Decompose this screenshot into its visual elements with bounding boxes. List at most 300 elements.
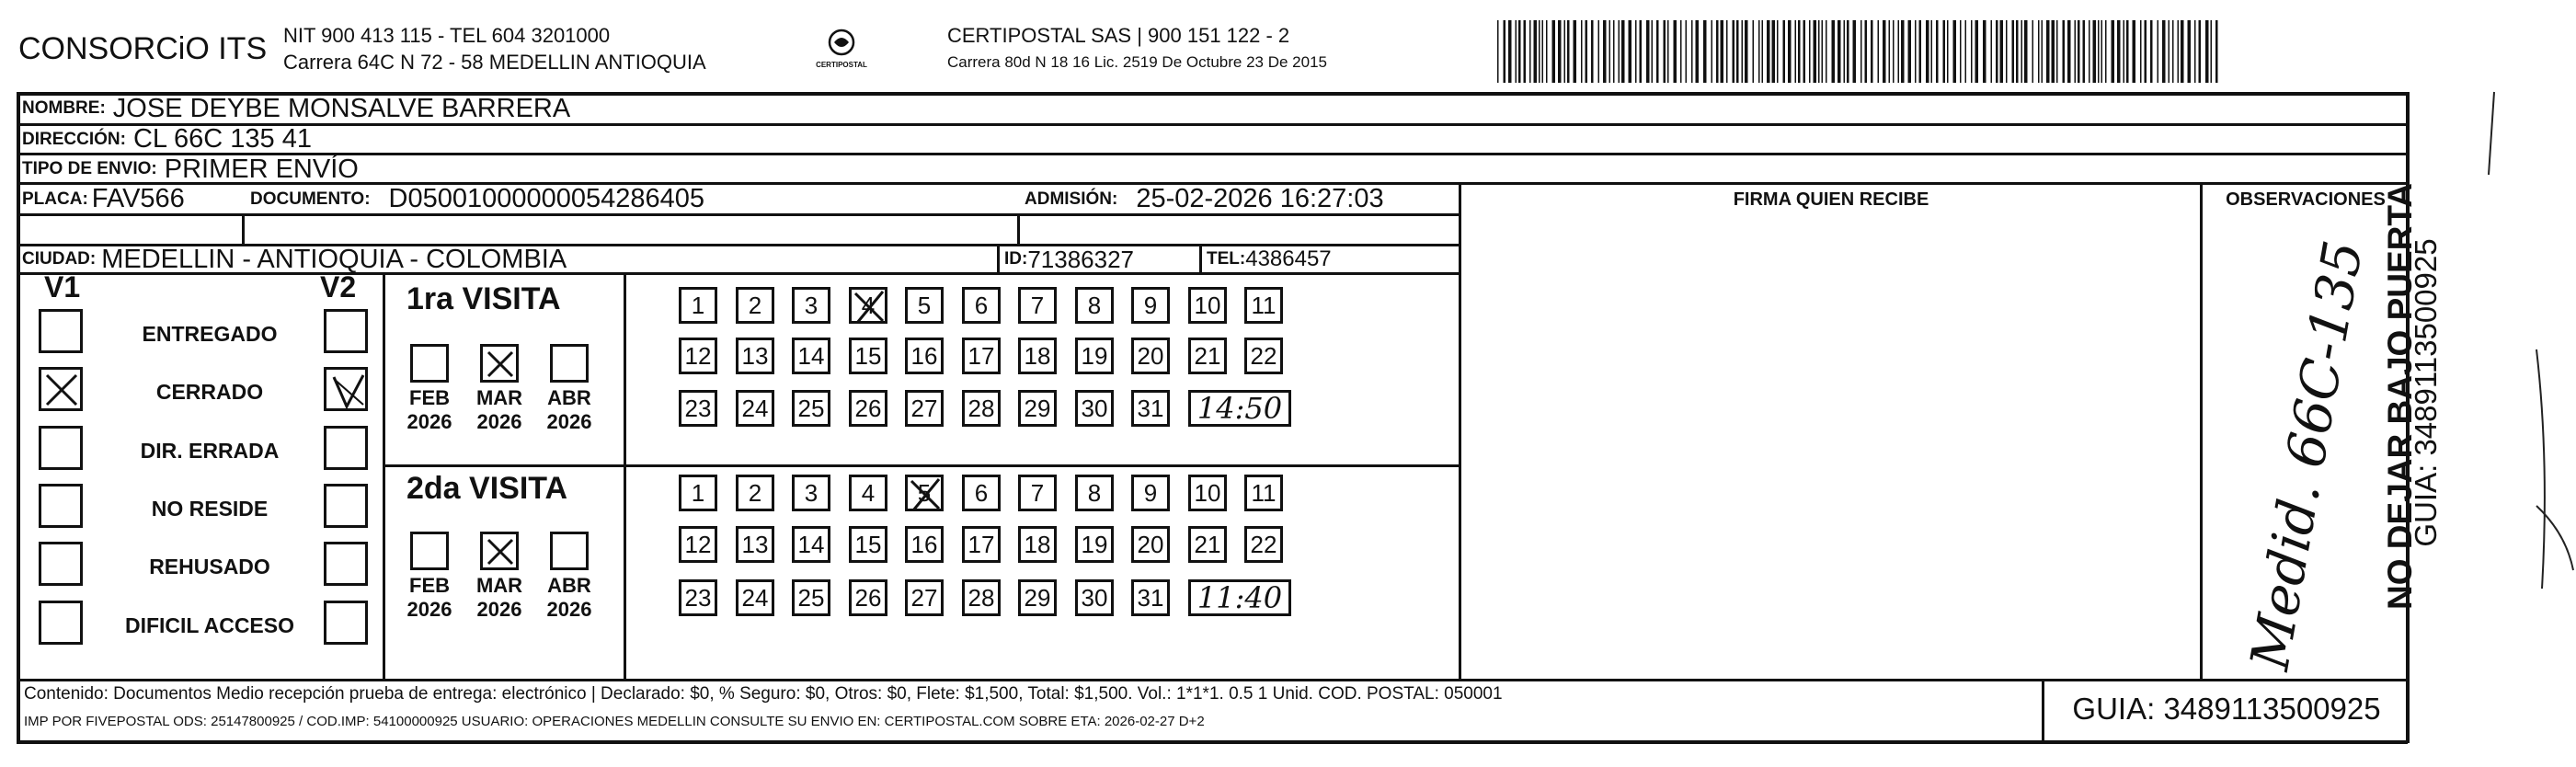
barcode-bar [1656,20,1659,83]
first-visit-title: 1ra VISITA [406,281,561,316]
day-number: 28 [967,394,995,422]
day-number: 18 [1024,341,1051,370]
day-number: 15 [854,530,882,558]
barcode-bar [1844,20,1846,83]
ciudad-cell [22,245,567,274]
second-day-box[interactable] [849,579,887,616]
barcode-bar [2194,20,2196,83]
day-number: 9 [1143,478,1158,507]
barcode-bar [2188,20,2192,83]
month-year: 2026 [476,410,522,433]
barcode-bar [1703,20,1707,83]
second-day-box[interactable] [736,475,774,511]
ciudad-value: MEDELLIN - ANTIOQUIA - COLOMBIA [101,245,567,274]
barcode-bar [2075,20,2077,83]
second-day-box[interactable] [792,475,830,511]
first-day-box[interactable] [962,287,1001,324]
first-day-box[interactable] [1075,338,1114,374]
firma-label: FIRMA QUIEN RECIBE [1733,189,1929,210]
barcode-bar [1546,20,1548,83]
second-day-box[interactable] [905,526,944,563]
barcode-bar [1753,20,1755,83]
barcode-bar [1591,20,1594,83]
sender-name: CONSORCiO ITS [18,31,268,66]
first-day-box[interactable] [962,390,1001,427]
day-number: 16 [910,530,938,558]
barcode-bar [2067,20,2071,83]
footer-contenido: Contenido: Documentos Medio recepción prueba de entrega: electrónico | Declarado: $0, % Seguro: $0, Otros: $0, Flete: $1,500, Total: $1,500. Vol.: 1*1*1. 0.5 1 Unid. COD. POSTAL: 050001 [24,684,1503,704]
day-number: 17 [967,341,995,370]
barcode-bar [1931,20,1933,83]
second-day-box[interactable] [849,475,887,511]
barcode-bar [1814,20,1817,83]
barcode-bar [1965,20,1967,83]
barcode-bar [1691,20,1693,83]
barcode-bar [1772,20,1776,83]
barcode-bar [1745,20,1748,83]
day-number: 19 [1081,341,1108,370]
month-name: MAR [475,386,523,409]
v2-checkbox[interactable] [324,484,368,528]
first-day-box[interactable] [1244,287,1283,324]
second-day-box[interactable] [1131,475,1170,511]
first-day-box[interactable] [1188,287,1227,324]
first-day-mark [852,290,890,326]
second-month-label [540,574,599,622]
barcode-bar [1788,20,1792,83]
first-day-box[interactable] [792,390,830,427]
barcode-bar [1621,20,1625,83]
month-name: ABR [547,386,591,409]
second-day-box[interactable] [1075,579,1114,616]
day-number: 23 [684,394,712,422]
v1-label: V1 [44,270,81,303]
second-month-checkbox[interactable] [480,532,519,570]
direccion-label: DIRECCIÓN: [22,129,126,149]
admision-value: 25-02-2026 16:27:03 [1136,184,1384,213]
barcode-bar [1919,20,1922,83]
observaciones-handwriting [2205,217,2404,677]
second-day-box[interactable] [1244,475,1283,511]
first-day-box[interactable] [1075,287,1114,324]
barcode-bar [2181,20,2184,83]
second-month-mark [483,534,521,573]
barcode-bar [1646,20,1650,83]
barcode-bar [1667,20,1669,83]
barcode-bar [2172,20,2174,83]
barcode-bar [1742,20,1744,83]
second-visit-title: 2da VISITA [406,471,568,506]
barcode-bar [1860,20,1862,83]
first-day-box[interactable] [849,390,887,427]
barcode-bar [1640,20,1643,83]
second-day-box[interactable] [736,526,774,563]
barcode [1497,20,2224,83]
barcode-bar [2145,20,2147,83]
day-number: 5 [917,291,932,319]
first-day-box[interactable] [1018,390,1057,427]
barcode-bar [1865,20,1868,83]
barcode-bar [1609,20,1611,83]
second-time-handwriting: 11:40 [1196,580,1283,615]
barcode-bar [2105,20,2107,83]
first-day-box[interactable] [1244,338,1283,374]
first-day-box[interactable] [679,338,717,374]
barcode-bar [2199,20,2202,83]
first-day-box[interactable] [1075,390,1114,427]
first-day-box[interactable] [736,287,774,324]
day-number: 9 [1143,291,1158,319]
barcode-bar [1733,20,1735,83]
day-number: 21 [1194,341,1221,370]
footer-guia: GUIA: 3489113500925 [2072,692,2381,726]
first-day-box[interactable] [849,338,887,374]
barcode-bar [1908,20,1912,83]
second-day-box[interactable] [1018,475,1057,511]
barcode-bar [1826,20,1827,83]
day-number: 29 [1024,583,1051,612]
second-day-box[interactable] [905,475,944,511]
barcode-bar [1871,20,1873,83]
first-month-checkbox[interactable] [410,344,449,383]
day-number: 12 [684,530,712,558]
barcode-bar [1996,20,1998,83]
day-number: 1 [691,291,705,319]
barcode-bar [1926,20,1929,83]
barcode-bar [1758,20,1760,83]
barcode-bar [1635,20,1637,83]
barcode-bar [1878,20,1880,83]
first-day-box[interactable] [1131,287,1170,324]
first-month-mark [483,347,521,385]
barcode-bar [1971,20,1973,83]
barcode-bar [1497,20,1499,83]
day-number: 17 [967,530,995,558]
day-number: 20 [1137,530,1164,558]
month-year: 2026 [476,598,522,621]
first-day-box[interactable] [905,287,944,324]
day-number: 3 [804,291,819,319]
first-day-box[interactable] [1018,338,1057,374]
first-day-box[interactable] [792,338,830,374]
first-time-box[interactable] [1188,390,1291,427]
day-number: 8 [1087,291,1102,319]
sender-nit: NIT 900 413 115 - TEL 604 3201000 [283,24,611,47]
first-month-checkbox[interactable] [480,344,519,383]
v2-checkbox[interactable] [324,426,368,470]
day-number: 19 [1081,530,1108,558]
barcode-bar [2098,20,2100,83]
first-day-box[interactable] [792,287,830,324]
day-number: 29 [1024,394,1051,422]
first-day-box[interactable] [679,390,717,427]
day-number: 14 [797,341,825,370]
footer-imp: IMP POR FIVEPOSTAL ODS: 25147800925 / COD.IMP: 54100000925 USUARIO: OPERACIONES MEDELLIN CONSULTE SU ENVIO EN: CERTIPOSTAL.COM SOBRE ETA: 2026-02-27 D+2 [24,714,1205,729]
barcode-bar [1983,20,1986,83]
second-month-label [400,574,459,622]
second-day-box[interactable] [792,579,830,616]
nombre-row [22,93,570,124]
barcode-bar [1558,20,1562,83]
day-number: 22 [1250,341,1277,370]
v2-label: V2 [320,270,357,303]
barcode-bar [1798,20,1801,83]
barcode-bar [1586,20,1588,83]
day-number: 28 [967,583,995,612]
v1-checkbox[interactable] [39,601,83,645]
barcode-bar [2063,20,2066,83]
day-number: 10 [1194,291,1221,319]
first-day-box[interactable] [905,338,944,374]
barcode-bar [2093,20,2097,83]
first-day-box[interactable] [1188,338,1227,374]
day-number: 6 [974,478,989,507]
barcode-bar [1893,20,1895,83]
first-day-box[interactable] [736,338,774,374]
second-day-box[interactable] [905,579,944,616]
day-number: 8 [1087,478,1102,507]
barcode-bar [1664,20,1666,83]
day-number: 11 [1251,291,1277,319]
second-time-box[interactable] [1188,579,1291,616]
barcode-bar [2117,20,2121,83]
day-number: 10 [1194,478,1221,507]
observaciones-label: OBSERVACIONES [2226,189,2386,210]
day-number: 26 [854,583,882,612]
barcode-bar [2169,20,2170,83]
barcode-bar [1652,20,1654,83]
first-day-box[interactable] [1018,287,1057,324]
second-day-box[interactable] [679,526,717,563]
barcode-bar [2178,20,2180,83]
second-day-box[interactable] [1188,475,1227,511]
second-day-box[interactable] [1018,579,1057,616]
v2-checkbox[interactable] [324,542,368,586]
barcode-bar [1534,20,1538,83]
day-number: 1 [691,478,705,507]
day-number: 31 [1137,583,1164,612]
barcode-bar [1613,20,1615,83]
v1-checkbox[interactable] [39,309,83,353]
v1-checkbox[interactable] [39,426,83,470]
barcode-bar [2016,20,2019,83]
documento-label: DOCUMENTO: [250,189,371,209]
barcode-bar [1960,20,1962,83]
first-day-box[interactable] [962,338,1001,374]
barcode-bar [2112,20,2115,83]
barcode-bar [1598,20,1600,83]
day-number: 24 [741,583,769,612]
second-day-box[interactable] [1131,579,1170,616]
barcode-bars [1497,20,2224,83]
month-name: FEB [409,574,450,597]
day-number: 26 [854,394,882,422]
second-day-box[interactable] [962,579,1001,616]
side-warning: NO DEJAR BAJO PUERTA [2381,183,2419,610]
barcode-bar [1552,20,1556,83]
day-number: 2 [748,291,762,319]
status-label: CERRADO [155,380,264,404]
v1-checkbox[interactable] [39,367,83,411]
second-day-box[interactable] [1075,526,1114,563]
barcode-bar [2101,20,2103,83]
barcode-bar [2024,20,2028,83]
id-label: ID: [1004,249,1028,269]
barcode-bar [1809,20,1811,83]
barcode-bar [1883,20,1886,83]
barcode-bar [1518,20,1521,83]
second-day-box[interactable] [1018,526,1057,563]
v1-check-mark [41,370,86,414]
second-day-box[interactable] [1244,526,1283,563]
month-year: 2026 [546,410,592,433]
day-number: 15 [854,341,882,370]
barcode-bar [1736,20,1739,83]
documento-cell [250,184,704,214]
second-day-box[interactable] [849,526,887,563]
tipo-envio-label: TIPO DE ENVIO: [22,159,157,178]
second-day-box[interactable] [1188,526,1227,563]
second-day-box[interactable] [679,579,717,616]
barcode-bar [2215,20,2218,83]
barcode-bar [1777,20,1779,83]
second-month-label [470,574,529,622]
first-time-handwriting: 14:50 [1196,391,1283,426]
first-day-box[interactable] [905,390,944,427]
barcode-bar [1847,20,1849,83]
barcode-bar [1619,20,1620,83]
certipostal-logo [811,26,872,77]
barcode-bar [2150,20,2153,83]
day-number: 30 [1081,394,1108,422]
month-name: ABR [547,574,591,597]
barcode-bar [1721,20,1724,83]
month-year: 2026 [406,598,452,621]
second-day-box[interactable] [792,526,830,563]
day-number: 31 [1137,394,1164,422]
first-day-box[interactable] [1131,390,1170,427]
month-year: 2026 [546,598,592,621]
barcode-bar [1539,20,1540,83]
day-number: 11 [1251,478,1277,507]
barcode-bar [2012,20,2015,83]
v1-checkbox[interactable] [39,542,83,586]
barcode-bar [1680,20,1682,83]
v2-check-mark [326,370,371,414]
observaciones-text: Medid. 66C-135 [2238,235,2376,675]
second-day-box[interactable] [1075,475,1114,511]
barcode-bar [2089,20,2090,83]
tipo-envio-row [22,155,359,184]
id-value: 71386327 [1027,245,1135,273]
v2-checkbox[interactable] [324,367,368,411]
barcode-bar [1991,20,1993,83]
v2-checkbox[interactable] [324,309,368,353]
barcode-bar [1603,20,1607,83]
second-day-box[interactable] [736,579,774,616]
first-day-box[interactable] [1131,338,1170,374]
direccion-value: CL 66C 135 41 [132,124,312,154]
day-number: 27 [910,394,938,422]
barcode-bar [2124,20,2125,83]
direccion-row [22,124,312,155]
first-month-label [400,386,459,434]
barcode-bar [1975,20,1979,83]
day-number: 2 [748,478,762,507]
ciudad-label: CIUDAD: [22,249,97,269]
second-day-box[interactable] [1131,526,1170,563]
day-number: 25 [797,583,825,612]
barcode-bar [2006,20,2008,83]
tel-cell [1207,245,1332,274]
day-number: 30 [1081,583,1108,612]
second-day-box[interactable] [962,526,1001,563]
first-day-box[interactable] [679,287,717,324]
sender-address: Carrera 64C N 72 - 58 MEDELLIN ANTIOQUIA [283,51,706,74]
second-month-checkbox[interactable] [550,532,589,570]
day-number: 7 [1030,291,1045,319]
day-number: 14 [797,530,825,558]
month-name: MAR [475,574,523,597]
barcode-bar [1564,20,1566,83]
barcode-bar [1853,20,1857,83]
first-month-label [470,386,529,434]
signature-area [1464,217,2198,677]
barcode-bar [2158,20,2159,83]
barcode-bar [1818,20,1820,83]
second-month-checkbox[interactable] [410,532,449,570]
admision-label: ADMISIÓN: [1025,189,1118,209]
barcode-bar [1726,20,1728,83]
nombre-value: JOSE DEYBE MONSALVE BARRERA [112,93,571,123]
barcode-bar [1915,20,1917,83]
day-number: 22 [1250,530,1277,558]
barcode-bar [2046,20,2050,83]
day-number: 5 [917,478,932,507]
barcode-bar [1803,20,1806,83]
placa-cell [22,184,185,214]
placa-value: FAV566 [91,184,185,213]
barcode-bar [1516,20,1517,83]
barcode-bar [1936,20,1939,83]
barcode-bar [1898,20,1900,83]
first-day-box[interactable] [849,287,887,324]
month-name: FEB [409,386,450,409]
barcode-bar [1795,20,1797,83]
barcode-bar [1574,20,1577,83]
tipo-envio-value: PRIMER ENVÍO [164,155,359,184]
v1-checkbox[interactable] [39,484,83,528]
day-number: 4 [861,291,876,319]
barcode-bar [2056,20,2058,83]
second-day-box[interactable] [962,475,1001,511]
month-year: 2026 [406,410,452,433]
v2-checkbox[interactable] [324,601,368,645]
barcode-bar [2038,20,2040,83]
day-number: 6 [974,291,989,319]
barcode-bar [1762,20,1764,83]
barcode-bar [1567,20,1570,83]
first-day-box[interactable] [736,390,774,427]
barcode-bar [2021,20,2023,83]
second-day-box[interactable] [679,475,717,511]
barcode-bar [1947,20,1949,83]
documento-value: D05001000000054286405 [388,184,705,213]
first-month-checkbox[interactable] [550,344,589,383]
barcode-bar [2000,20,2004,83]
barcode-bar [2133,20,2136,83]
day-number: 3 [804,478,819,507]
